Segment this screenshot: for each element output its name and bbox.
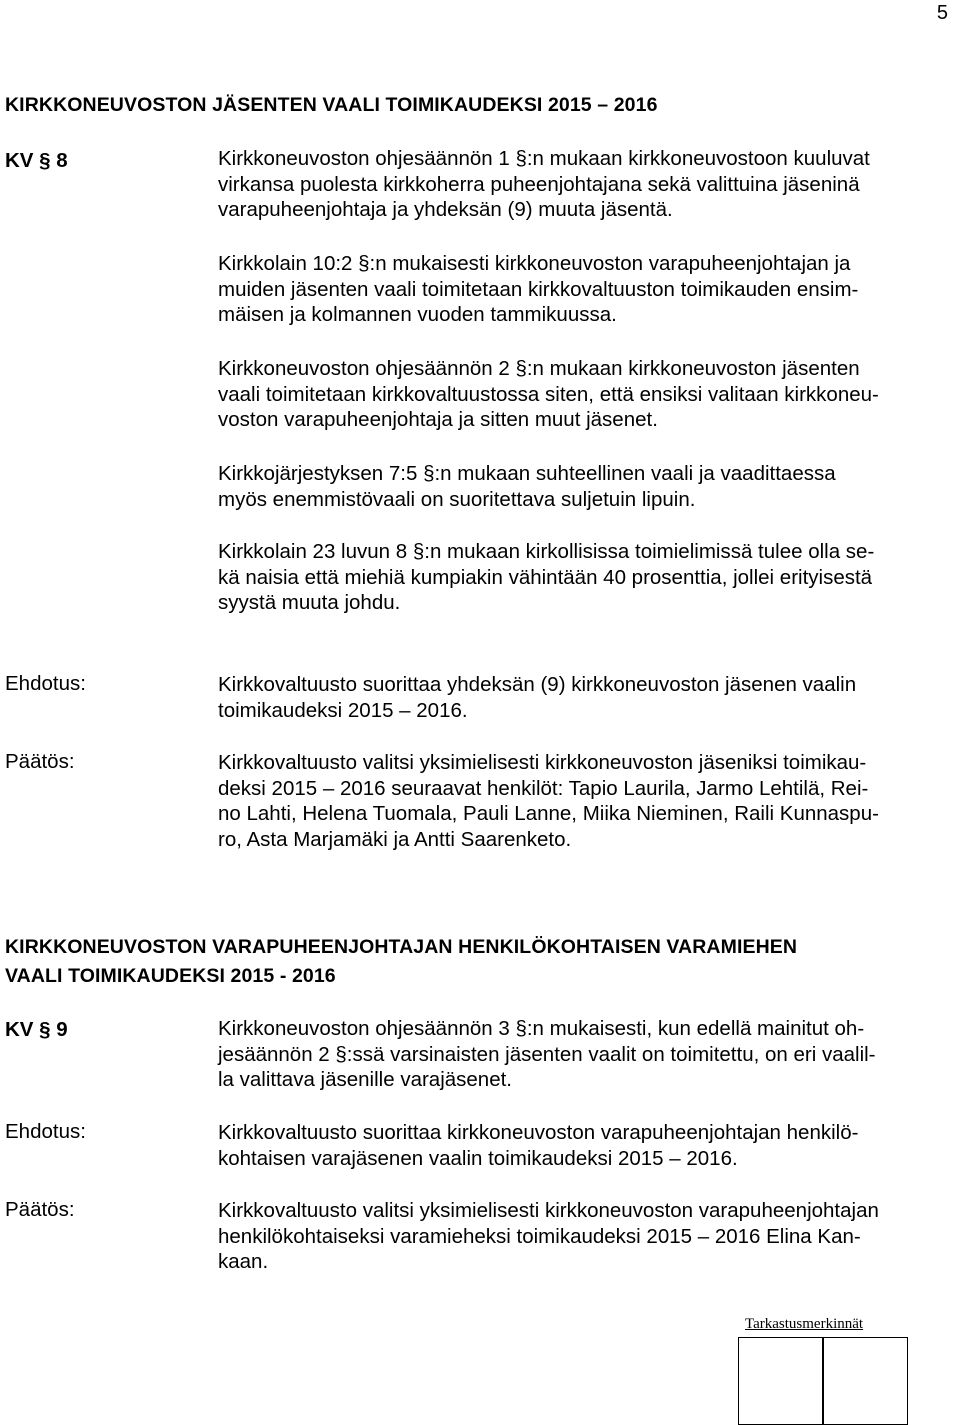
- section2-paatos-label: Päätös:: [5, 1198, 75, 1221]
- section1-paragraph-5: Kirkkolain 23 luvun 8 §:n mukaan kirkollisissa toimielimissä tulee olla se- kä naisia että miehiä kumpiakin vähintään 40 prosenttia, jollei erityisestä syystä muuta johdu.: [218, 540, 875, 615]
- section1-paatos-text: Kirkkovaltuusto valitsi yksimielisesti kirkkoneuvoston jäseniksi toimikau- deksi 2015 – 2016 seuraavat henkilöt: Tapio Laurila, Jarmo Lehtilä, Rei- no Lahti, Helena Tuomala, Pauli Lanne, Miika Nieminen, Raili Kunnaspu- ro, Asta Marjamäki ja Antti Saarenketo.: [218, 751, 879, 851]
- section2-paatos-text: Kirkkovaltuusto valitsi yksimielisesti kirkkoneuvoston varapuheenjohtajan henkilökohtaiseksi varamieheksi toimikaudeksi 2015 – 2016 Elina Kan- kaan.: [218, 1199, 879, 1274]
- section2-heading: [5, 933, 797, 991]
- initials-box-1: [738, 1337, 824, 1425]
- section2-kv-label: KV § 9: [5, 1018, 68, 1041]
- section1-paragraph-2: Kirkkolain 10:2 §:n mukaisesti kirkkoneuvoston varapuheenjohtajan ja muiden jäsenten vaali toimitetaan kirkkovaltuuston toimikauden ensim- mäisen ja kolmannen vuoden tammikuussa.: [218, 252, 859, 327]
- section1-kv-label: KV § 8: [5, 149, 68, 172]
- section1-ehdotus-text: Kirkkovaltuusto suorittaa yhdeksän (9) kirkkoneuvoston jäsenen vaalin toimikaudeksi 2015 – 2016.: [218, 673, 857, 722]
- section2-intro-text: Kirkkoneuvoston ohjesäännön 3 §:n mukaisesti, kun edellä mainitut oh- jesäännön 2 §:ssä varsinaisten jäsenten vaalit on toimitettu, on eri vaalil- la valittava jäsenille varajäsenet.: [218, 1017, 876, 1092]
- section2-ehdotus-label: Ehdotus:: [5, 1120, 86, 1143]
- section1-paragraph-3: Kirkkoneuvoston ohjesäännön 2 §:n mukaan kirkkoneuvoston jäsenten vaali toimitetaan kirkkovaltuustossa siten, että ensiksi valitaan kirkkoneu- voston varapuheenjohtaja ja sitten muut jäsenet.: [218, 357, 879, 432]
- page-number: 5: [936, 2, 948, 24]
- section1-paragraph-4: Kirkkojärjestyksen 7:5 §:n mukaan suhteellinen vaali ja vaadittaessa myös enemmistövaali on suoritettava suljetuin lipuin.: [218, 462, 836, 511]
- section1-paatos-label: Päätös:: [5, 750, 75, 773]
- section2-heading-line1: KIRKKONEUVOSTON VARAPUHEENJOHTAJAN HENKILÖKOHTAISEN VARAMIEHEN: [5, 936, 798, 958]
- section1-heading: KIRKKONEUVOSTON JÄSENTEN VAALI TOIMIKAUDEKSI 2015 – 2016: [5, 94, 658, 116]
- section1-ehdotus-label: Ehdotus:: [5, 672, 86, 695]
- section1-paragraph-1: Kirkkoneuvoston ohjesäännön 1 §:n mukaan kirkkoneuvostoon kuuluvat virkansa puolesta kirkkoherra puheenjohtajana sekä valittuina jäseninä varapuheenjohtaja ja yhdeksän (9) muuta jäsentä.: [218, 147, 870, 222]
- section2-heading-line2: VAALI TOIMIKAUDEKSI 2015 - 2016: [5, 965, 336, 987]
- initials-box-2: [822, 1337, 908, 1425]
- footer-label: Tarkastusmerkinnät: [745, 1316, 864, 1332]
- section2-ehdotus-text: Kirkkovaltuusto suorittaa kirkkoneuvoston varapuheenjohtajan henkilö- kohtaisen varajäsenen vaalin toimikaudeksi 2015 – 2016.: [218, 1121, 859, 1170]
